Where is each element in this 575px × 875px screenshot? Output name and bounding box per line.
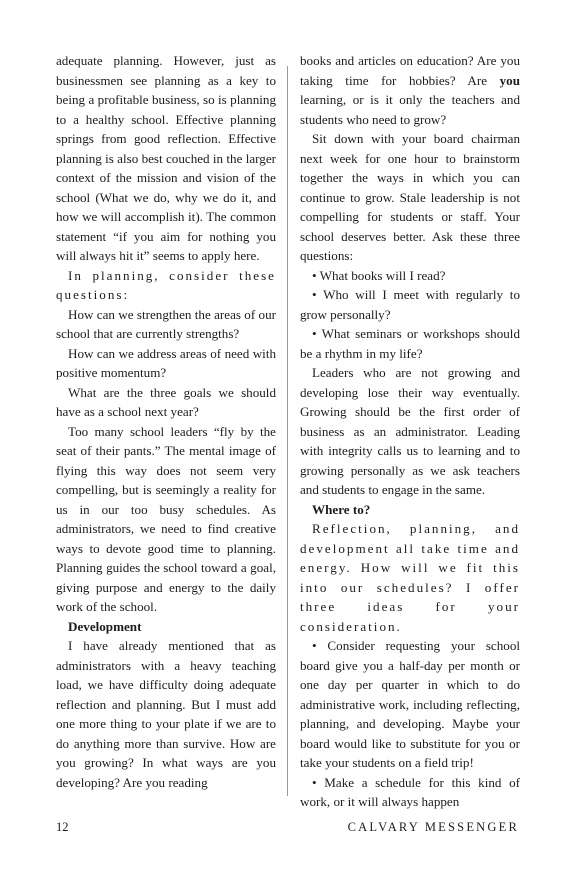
bullet-item: • What books will I read? bbox=[312, 267, 446, 283]
bullet-item: • Who will I meet with regularly to grow personally? bbox=[300, 287, 520, 322]
body-paragraph: In planning, consider these questions: bbox=[56, 267, 276, 302]
body-paragraph: Too many school leaders “fly by the seat of their pants.” The mental image of flying this way does not seem very compelling, but is seemingly a reality for us in our too busy schedules. As administrators, we need to find creative ways to devote good time to planning. Planning guides the school toward a goal, giving purpose and energy to the daily work of the school. bbox=[56, 423, 276, 614]
column-divider bbox=[287, 66, 288, 796]
body-paragraph: Leaders who are not growing and developing lose their way eventually. Growing should be the first order of business as an administrator. Leading with integrity calls us to learning and to growing personally as we ask teachers and students to engage in the same. bbox=[300, 365, 520, 497]
question-paragraph: How can we strengthen the areas of our school that are currently strengths? bbox=[56, 306, 276, 341]
publication-name: CALVARY MESSENGER bbox=[347, 820, 519, 834]
body-paragraph: I have already mentioned that as administrators with a heavy teaching load, we have difficulty doing adequate reflection and planning. But I must add one more thing to your plate if we are to do anything more than survive. How are you growing? In what ways are you developing? Are you reading bbox=[56, 638, 276, 790]
right-column bbox=[300, 51, 520, 812]
body-text: books and articles on education? Are you taking time for hobbies? Are bbox=[300, 53, 520, 88]
body-paragraph: adequate planning. However, just as businessmen see planning as a key to being a profitable business, so is planning to a healthy school. Effective planning springs from good reflection. Effective planning is also best couched in the larger context of the mission and vision of the school (What we do, why we do it, and how we will accomplish it). The common statement “if you aim for nothing you will always hit it” seems to apply here. bbox=[56, 53, 276, 263]
left-column bbox=[56, 51, 276, 792]
page-number: 12 bbox=[56, 820, 69, 834]
body-paragraph bbox=[300, 51, 520, 129]
bullet-item: • What seminars or workshops should be a rhythm in my life? bbox=[300, 326, 520, 361]
question-paragraph: What are the three goals we should have as a school next year? bbox=[56, 384, 276, 419]
question-paragraph: How can we address areas of need with positive momentum? bbox=[56, 345, 276, 380]
section-heading: Where to? bbox=[312, 501, 371, 517]
bullet-item: • Make a schedule for this kind of work, or it will always happen bbox=[300, 774, 520, 809]
body-paragraph: Reflection, planning, and development all take time and energy. How will we fit this into our schedules? I offer three ideas for your consideration. bbox=[300, 521, 520, 634]
emphasis-text: you bbox=[499, 72, 520, 88]
body-paragraph: Sit down with your board chairman next week for one hour to brainstorm together the ways in which you can continue to grow. Stale leadership is not compelling for students or staff. Your school deserves better. Ask these three questions: bbox=[300, 131, 520, 263]
section-heading: Development bbox=[68, 618, 142, 634]
bullet-item: • Consider requesting your school board give you a half-day per month or one day per quarter in which to do administrative work, including reflecting, planning, and developing. Maybe your board would like to substitute for you or take your students on a field trip! bbox=[300, 638, 520, 770]
body-text: learning, or is it only the teachers and students who need to grow? bbox=[300, 92, 520, 127]
